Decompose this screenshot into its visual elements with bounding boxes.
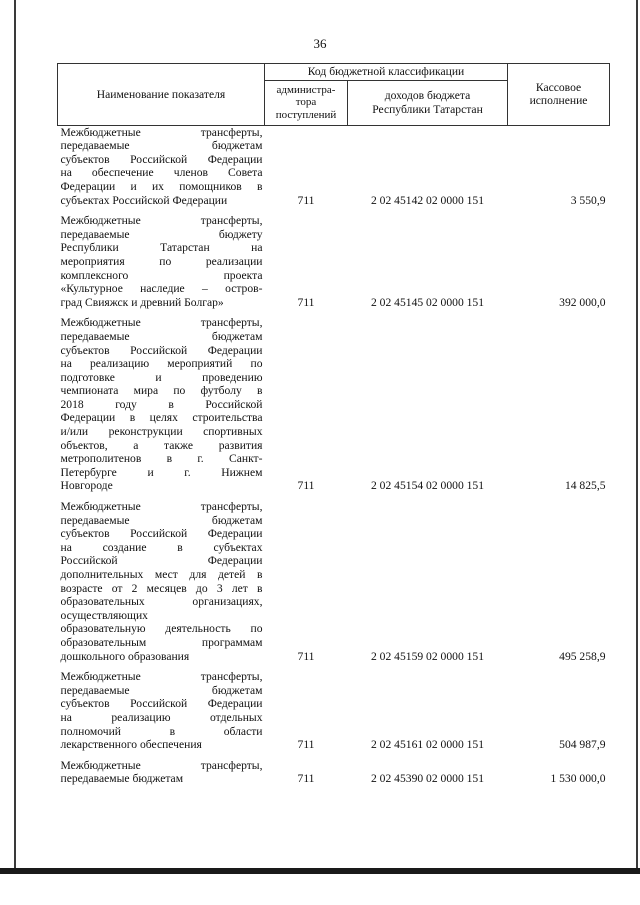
row-name-line: субъектов Российской Федерации <box>60 527 263 541</box>
row-name-line: Межбюджетные трансферты, <box>60 758 263 772</box>
header-classification-label: Код бюджетной классификации <box>307 65 465 78</box>
row-admin-code: 711 <box>297 479 315 493</box>
row-name-line: подготовке и проведению <box>60 370 263 384</box>
table-row <box>58 500 610 670</box>
header-admin-line-2: тора <box>295 96 317 109</box>
header-classification <box>265 64 508 81</box>
header-amount-line-1: Кассовое <box>535 80 582 94</box>
header-admin-line-1: администра- <box>276 83 336 96</box>
row-name-line: на обеспечение членов Совета <box>60 166 263 180</box>
row-revenue-code: 2 02 45154 02 0000 151 <box>370 479 485 493</box>
row-name-line: передаваемые бюджетам <box>60 683 263 697</box>
row-name-line: комплексного проекта <box>60 268 263 282</box>
table-row <box>58 125 610 214</box>
header-revenue <box>348 80 508 125</box>
row-name-line: осуществляющих <box>60 608 148 622</box>
row-name-line: Межбюджетные трансферты, <box>60 670 263 684</box>
row-name-line: мероприятия по реализации <box>60 254 263 268</box>
row-revenue-code: 2 02 45159 02 0000 151 <box>370 649 485 663</box>
row-name <box>61 126 263 208</box>
row-name-line: возрасте от 2 месяцев до 3 лет в <box>60 581 263 595</box>
row-admin-code: 711 <box>297 649 315 663</box>
row-name-line: образовательных организациях, <box>60 595 263 609</box>
row-name-line: на реализацию отдельных <box>60 710 263 724</box>
header-revenue-line-2: Республики Татарстан <box>372 102 483 116</box>
row-name-line: дополнительных мест для детей в <box>60 568 263 581</box>
row-name-line: Республики Татарстан на <box>60 241 263 255</box>
table-row <box>58 316 610 500</box>
row-name-cell <box>58 125 265 214</box>
row-name-line: Петербурге и г. Нижнем <box>60 465 263 479</box>
page-frame-bottom <box>0 868 640 874</box>
table-body <box>58 125 610 793</box>
header-name <box>58 64 265 126</box>
row-name-line: Федерации и их помощников в <box>60 179 263 193</box>
row-name-line: субъектах Российской Федерации <box>60 193 228 207</box>
row-name-line: метрополитенов в г. Санкт- <box>60 452 263 466</box>
row-name-line: чемпионата мира по футболу в <box>60 384 263 398</box>
row-name-line: на реализацию мероприятий по <box>60 357 263 371</box>
row-name-line: на создание в субъектах <box>60 540 263 554</box>
table-header <box>58 64 610 126</box>
row-revenue-code: 2 02 45390 02 0000 151 <box>370 772 485 786</box>
table-row <box>58 759 610 793</box>
row-name-line: Межбюджетные трансферты, <box>60 316 263 330</box>
row-name-line: передаваемые бюджетам <box>60 329 263 343</box>
row-name-line: объектов, а также развития <box>60 438 263 452</box>
row-admin-code: 711 <box>297 193 315 207</box>
row-name-line: дошкольного образования <box>60 649 190 663</box>
row-name-cell <box>58 759 265 793</box>
row-name <box>61 759 263 786</box>
row-name-line: лекарственного обеспечения <box>60 738 202 752</box>
row-name <box>61 316 263 493</box>
table-row <box>58 214 610 316</box>
row-admin-code: 711 <box>297 772 315 786</box>
row-name-line: полномочий в области <box>60 724 263 738</box>
row-name-line: передаваемые бюджетам <box>60 513 263 527</box>
row-name-cell <box>58 500 265 670</box>
row-amount: 1 530 000,0 <box>550 772 606 786</box>
row-name-line: образовательную деятельность по <box>60 622 263 636</box>
row-admin-code: 711 <box>297 295 315 309</box>
row-name-line: Межбюджетные трансферты, <box>60 125 263 139</box>
header-amount <box>508 64 610 126</box>
row-name-line: Российской Федерации <box>60 554 263 568</box>
row-name-line: передаваемые бюджету <box>60 227 263 241</box>
page-frame-right <box>636 0 638 872</box>
row-name-cell <box>58 316 265 500</box>
table-row <box>58 670 610 759</box>
page-number: 36 <box>313 36 327 51</box>
row-name-line: образовательным программам <box>60 635 263 649</box>
row-name-cell <box>58 214 265 316</box>
row-name-line: и/или реконструкции спортивных <box>60 425 263 439</box>
row-name-line: 2018 году в Российской <box>60 397 263 411</box>
row-name-line: передаваемые бюджетам <box>60 772 184 786</box>
row-revenue-code: 2 02 45145 02 0000 151 <box>370 295 485 309</box>
row-admin-code: 711 <box>297 738 315 752</box>
row-name-line: Межбюджетные трансферты, <box>60 500 263 514</box>
row-name-line: град Свияжск и древний Болгар» <box>60 295 224 309</box>
header-revenue-line-1: доходов бюджета <box>384 89 471 102</box>
header-amount-line-2: исполнение <box>529 94 588 108</box>
row-revenue-code: 2 02 45142 02 0000 151 <box>370 193 485 207</box>
header-name-label: Наименование показателя <box>96 87 226 101</box>
page-frame-left <box>14 0 16 870</box>
budget-table <box>57 63 610 793</box>
row-name-cell <box>58 670 265 759</box>
header-admin <box>265 80 348 125</box>
row-name <box>61 500 263 663</box>
row-amount: 14 825,5 <box>564 479 606 493</box>
row-name-line: Новгороде <box>60 479 113 493</box>
row-name-line: субъектов Российской Федерации <box>60 343 263 357</box>
row-amount: 3 550,9 <box>570 193 606 207</box>
row-revenue-code: 2 02 45161 02 0000 151 <box>370 738 485 752</box>
row-amount: 495 258,9 <box>559 649 606 663</box>
row-name-line: «Культурное наследие – остров- <box>60 282 263 296</box>
row-amount: 392 000,0 <box>559 295 606 309</box>
row-name-line: Межбюджетные трансферты, <box>60 214 263 228</box>
row-name-line: субъектов Российской Федерации <box>60 697 263 711</box>
row-amount: 504 987,9 <box>559 738 606 752</box>
header-admin-line-3: поступлений <box>275 108 337 121</box>
row-name-line: передаваемые бюджетам <box>60 139 263 153</box>
row-name <box>61 214 263 309</box>
row-name-line: Федерации в целях строительства <box>60 411 263 425</box>
row-name-line: субъектов Российской Федерации <box>60 152 263 166</box>
row-name <box>61 670 263 752</box>
